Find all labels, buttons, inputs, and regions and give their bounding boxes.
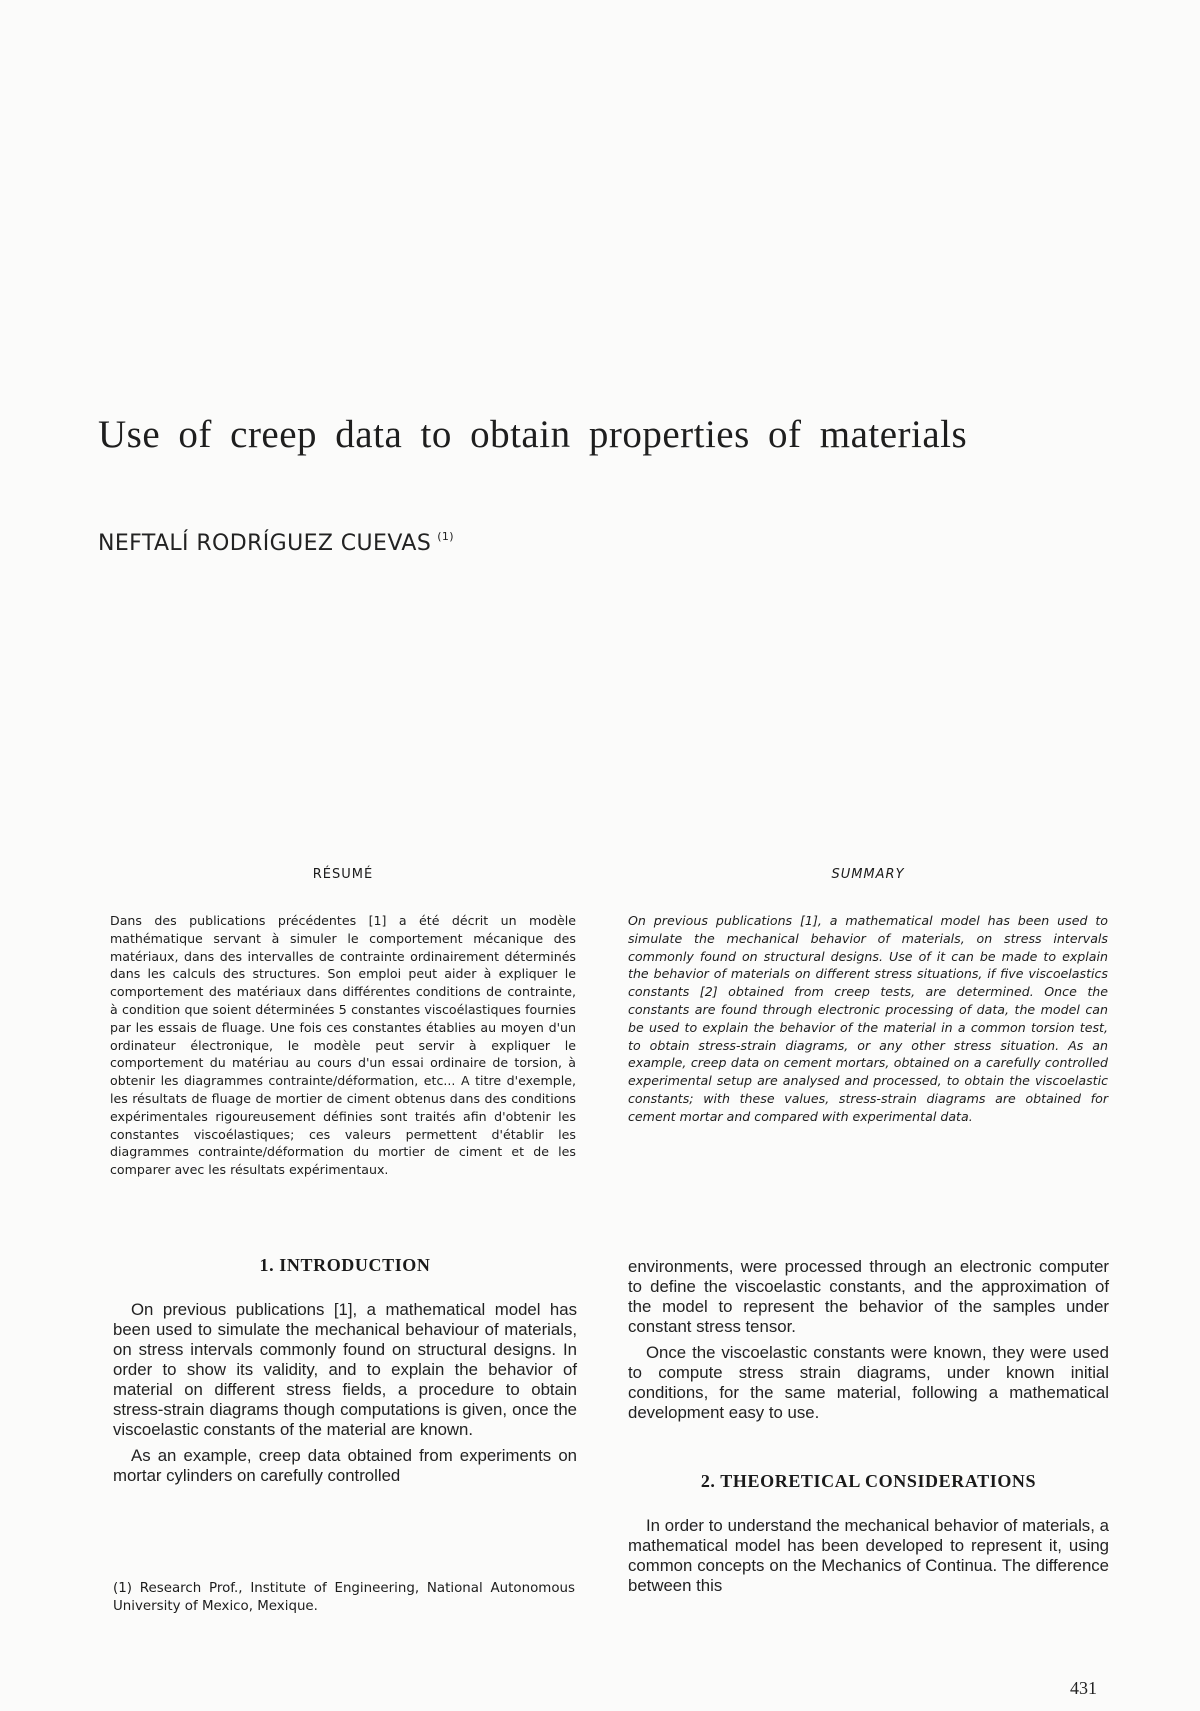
intro-paragraph-3: environments, were processed through an electronic computer to define the viscoelastic constants, and the approximation of the model to represent the behavior of the samples under constant stress tensor. xyxy=(628,1257,1109,1336)
paper-title: Use of creep data to obtain properties of materials xyxy=(98,413,968,456)
resume-heading: RÉSUMÉ xyxy=(312,867,374,882)
footnote: (1) Research Prof., Institute of Engineering, National Autonomous University of Mexico, Mexique. xyxy=(113,1581,575,1614)
page-number: 431 xyxy=(1070,1678,1097,1698)
author-name: NEFTALÍ RODRÍGUEZ CUEVAS xyxy=(98,531,432,556)
intro-column xyxy=(113,1300,577,1486)
right-column xyxy=(628,1257,1109,1423)
author-footnote-mark: (1) xyxy=(437,530,454,543)
intro-paragraph-2: As an example, creep data obtained from experiments on mortar cylinders on carefully controlled xyxy=(113,1446,577,1485)
theory-column xyxy=(628,1516,1109,1596)
author-line xyxy=(98,530,798,556)
theory-heading: 2. THEORETICAL CONSIDERATIONS xyxy=(700,1471,1037,1491)
resume-text: Dans des publications précédentes [1] a été décrit un modèle mathématique servant à simuler le comportement mécanique des matériaux, dans des intervalles de contrainte ordinairement déterminés dans les calculs des structures. Son emploi peut aider à expliquer le comportement des matériaux dans différentes conditions de contrainte, à condition que soient déterminées 5 constantes viscoélastiques fournies par les essais de fluage. Une fois ces constantes établies au moyen d'un ordinateur électronique, le modèle peut servir à expliquer le comportement du matériau au cours d'un essai ordinaire de torsion, à obtenir les diagrammes contrainte/déformation, etc... A titre d'exemple, les résultats de fluage de mortier de ciment obtenus dans des conditions expérimentales rigoureusement définies sont traités afin d'obtenir les constantes viscoélastiques; ces valeurs permettent d'établir les diagrammes contrainte/déformation du mortier de ciment et de les comparer avec les résultats expérimentaux. xyxy=(110,913,576,1178)
summary-heading: SUMMARY xyxy=(831,867,905,882)
intro-paragraph-4: Once the viscoelastic constants were known, they were used to compute stress strain diagrams, under known initial conditions, for the same material, following a mathematical development easy to use. xyxy=(628,1343,1109,1422)
intro-heading: 1. INTRODUCTION xyxy=(259,1255,431,1275)
summary-text: On previous publications [1], a mathematical model has been used to simulate the mechanical behavior of materials, on stress intervals commonly found on structural designs. Use of it can be made to explain the behavior of materials on different stress situations, if five viscoelastics constants [2] obtained from creep tests, are determined. Once the constants are found through electronic processing of data, the model can be used to explain the behavior of the material in a common torsion test, to obtain stress-strain diagrams, or any other stress situation. As an example, creep data on cement mortars, obtained on a carefully controlled experimental setup are analysed and processed, to obtain the viscoelastic constants; with these values, stress-strain diagrams are obtained for cement mortar and compared with experimental data. xyxy=(628,913,1108,1124)
intro-paragraph-1: On previous publications [1], a mathematical model has been used to simulate the mechanical behaviour of materials, on stress intervals commonly found on structural designs. In order to show its validity, and to explain the behavior of material on different stress fields, a procedure to obtain stress-strain diagrams though computations is given, once the viscoelastic constants of the material are known. xyxy=(113,1300,577,1439)
theory-paragraph-1: In order to understand the mechanical behavior of materials, a mathematical model has been developed to represent it, using common concepts on the Mechanics of Continua. The difference between this xyxy=(628,1516,1109,1595)
